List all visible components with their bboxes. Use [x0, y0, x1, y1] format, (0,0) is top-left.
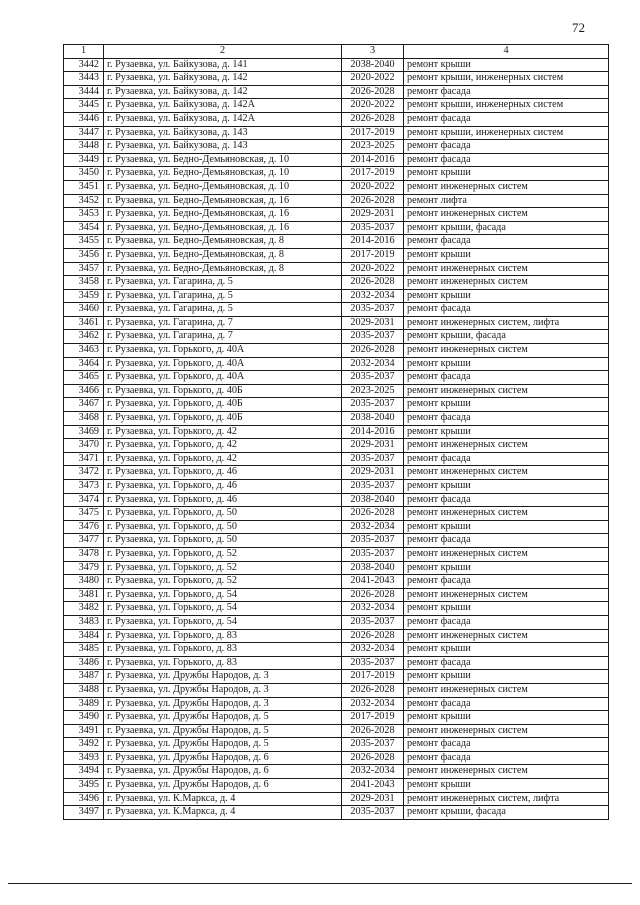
address-cell: г. Рузаевка, ул. Байкузова, д. 142А — [104, 112, 342, 126]
period-cell: 2026-2028 — [342, 85, 404, 99]
period-cell: 2032-2034 — [342, 357, 404, 371]
table-row — [64, 371, 609, 385]
address-cell: г. Рузаевка, ул. Бедно-Демьяновская, д. 16 — [104, 221, 342, 235]
table-row — [64, 58, 609, 72]
work-type-cell: ремонт инженерных систем — [404, 180, 609, 194]
row-number-cell: 3485 — [64, 643, 104, 657]
row-number-cell: 3492 — [64, 738, 104, 752]
address-cell: г. Рузаевка, ул. Дружбы Народов, д. 5 — [104, 738, 342, 752]
column-header-4: 4 — [404, 45, 609, 59]
address-cell: г. Рузаевка, ул. Горького, д. 52 — [104, 547, 342, 561]
table-row — [64, 765, 609, 779]
work-type-cell: ремонт крыши — [404, 398, 609, 412]
work-type-cell: ремонт фасада — [404, 140, 609, 154]
work-type-cell: ремонт инженерных систем — [404, 262, 609, 276]
address-cell: г. Рузаевка, ул. Горького, д. 50 — [104, 534, 342, 548]
period-cell: 2026-2028 — [342, 507, 404, 521]
address-cell: г. Рузаевка, ул. Бедно-Демьяновская, д. 10 — [104, 180, 342, 194]
address-cell: г. Рузаевка, ул. Гагарина, д. 7 — [104, 330, 342, 344]
table-row — [64, 384, 609, 398]
table-row — [64, 466, 609, 480]
row-number-cell: 3456 — [64, 248, 104, 262]
row-number-cell: 3469 — [64, 425, 104, 439]
work-type-cell: ремонт крыши, инженерных систем — [404, 72, 609, 86]
address-cell: г. Рузаевка, ул. Байкузова, д. 141 — [104, 58, 342, 72]
address-cell: г. Рузаевка, ул. Дружбы Народов, д. 6 — [104, 751, 342, 765]
row-number-cell: 3463 — [64, 344, 104, 358]
row-number-cell: 3448 — [64, 140, 104, 154]
row-number-cell: 3460 — [64, 303, 104, 317]
address-cell: г. Рузаевка, ул. Горького, д. 52 — [104, 575, 342, 589]
row-number-cell: 3452 — [64, 194, 104, 208]
address-cell: г. Рузаевка, ул. Горького, д. 46 — [104, 480, 342, 494]
period-cell: 2029-2031 — [342, 208, 404, 222]
address-cell: г. Рузаевка, ул. Дружбы Народов, д. 6 — [104, 779, 342, 793]
period-cell: 2035-2037 — [342, 534, 404, 548]
row-number-cell: 3484 — [64, 629, 104, 643]
work-type-cell: ремонт крыши — [404, 670, 609, 684]
address-cell: г. Рузаевка, ул. Дружбы Народов, д. 5 — [104, 711, 342, 725]
period-cell: 2032-2034 — [342, 289, 404, 303]
row-number-cell: 3497 — [64, 806, 104, 820]
table-row — [64, 425, 609, 439]
address-cell: г. Рузаевка, ул. Горького, д. 52 — [104, 561, 342, 575]
work-type-cell: ремонт инженерных систем — [404, 629, 609, 643]
table-row — [64, 738, 609, 752]
table-row — [64, 724, 609, 738]
period-cell: 2029-2031 — [342, 439, 404, 453]
row-number-cell: 3461 — [64, 316, 104, 330]
work-type-cell: ремонт фасада — [404, 738, 609, 752]
address-cell: г. Рузаевка, ул. Горького, д. 40А — [104, 371, 342, 385]
row-number-cell: 3474 — [64, 493, 104, 507]
address-cell: г. Рузаевка, ул. Байкузова, д. 143 — [104, 126, 342, 140]
period-cell: 2020-2022 — [342, 72, 404, 86]
table-row — [64, 85, 609, 99]
table-row — [64, 235, 609, 249]
table-row — [64, 303, 609, 317]
period-cell: 2035-2037 — [342, 656, 404, 670]
table-row — [64, 194, 609, 208]
work-type-cell: ремонт крыши — [404, 480, 609, 494]
table-row — [64, 153, 609, 167]
table-row — [64, 779, 609, 793]
table-row — [64, 670, 609, 684]
work-type-cell: ремонт фасада — [404, 493, 609, 507]
row-number-cell: 3449 — [64, 153, 104, 167]
address-cell: г. Рузаевка, ул. Бедно-Демьяновская, д. 8 — [104, 235, 342, 249]
row-number-cell: 3451 — [64, 180, 104, 194]
work-type-cell: ремонт фасада — [404, 303, 609, 317]
table-row — [64, 344, 609, 358]
address-cell: г. Рузаевка, ул. Дружбы Народов, д. 3 — [104, 683, 342, 697]
row-number-cell: 3445 — [64, 99, 104, 113]
row-number-cell: 3479 — [64, 561, 104, 575]
table-row — [64, 615, 609, 629]
address-cell: г. Рузаевка, ул. Дружбы Народов, д. 5 — [104, 724, 342, 738]
table-row — [64, 561, 609, 575]
period-cell: 2032-2034 — [342, 602, 404, 616]
row-number-cell: 3490 — [64, 711, 104, 725]
footer-divider — [8, 883, 632, 884]
period-cell: 2026-2028 — [342, 629, 404, 643]
row-number-cell: 3477 — [64, 534, 104, 548]
period-cell: 2020-2022 — [342, 180, 404, 194]
table-row — [64, 357, 609, 371]
column-header-3: 3 — [342, 45, 404, 59]
address-cell: г. Рузаевка, ул. Гагарина, д. 5 — [104, 303, 342, 317]
work-type-cell: ремонт инженерных систем — [404, 466, 609, 480]
address-cell: г. Рузаевка, ул. Горького, д. 54 — [104, 615, 342, 629]
period-cell: 2026-2028 — [342, 751, 404, 765]
work-type-cell: ремонт крыши, фасада — [404, 330, 609, 344]
table-row — [64, 262, 609, 276]
period-cell: 2029-2031 — [342, 792, 404, 806]
table-row — [64, 806, 609, 820]
address-cell: г. Рузаевка, ул. Горького, д. 83 — [104, 656, 342, 670]
address-cell: г. Рузаевка, ул. Бедно-Демьяновская, д. 8 — [104, 262, 342, 276]
table-row — [64, 289, 609, 303]
table-row — [64, 697, 609, 711]
period-cell: 2035-2037 — [342, 547, 404, 561]
work-type-cell: ремонт крыши — [404, 357, 609, 371]
table-row — [64, 221, 609, 235]
address-cell: г. Рузаевка, ул. Гагарина, д. 5 — [104, 289, 342, 303]
period-cell: 2020-2022 — [342, 262, 404, 276]
table-row — [64, 493, 609, 507]
address-cell: г. Рузаевка, ул. Горького, д. 50 — [104, 520, 342, 534]
period-cell: 2026-2028 — [342, 194, 404, 208]
period-cell: 2035-2037 — [342, 738, 404, 752]
period-cell: 2035-2037 — [342, 330, 404, 344]
period-cell: 2035-2037 — [342, 480, 404, 494]
work-type-cell: ремонт крыши, фасада — [404, 221, 609, 235]
address-cell: г. Рузаевка, ул. Горького, д. 46 — [104, 466, 342, 480]
address-cell: г. Рузаевка, ул. Горького, д. 83 — [104, 643, 342, 657]
period-cell: 2035-2037 — [342, 615, 404, 629]
row-number-cell: 3464 — [64, 357, 104, 371]
table-row — [64, 643, 609, 657]
address-cell: г. Рузаевка, ул. Горького, д. 40А — [104, 344, 342, 358]
address-cell: г. Рузаевка, ул. Байкузова, д. 142 — [104, 72, 342, 86]
address-cell: г. Рузаевка, ул. Бедно-Демьяновская, д. 10 — [104, 167, 342, 181]
address-cell: г. Рузаевка, ул. Горького, д. 42 — [104, 439, 342, 453]
repair-schedule-table — [63, 44, 609, 820]
work-type-cell: ремонт фасада — [404, 153, 609, 167]
work-type-cell: ремонт фасада — [404, 751, 609, 765]
period-cell: 2041-2043 — [342, 779, 404, 793]
period-cell: 2014-2016 — [342, 153, 404, 167]
table-row — [64, 520, 609, 534]
period-cell: 2023-2025 — [342, 384, 404, 398]
period-cell: 2014-2016 — [342, 235, 404, 249]
row-number-cell: 3466 — [64, 384, 104, 398]
row-number-cell: 3489 — [64, 697, 104, 711]
table-row — [64, 140, 609, 154]
period-cell: 2026-2028 — [342, 112, 404, 126]
work-type-cell: ремонт лифта — [404, 194, 609, 208]
table-row — [64, 480, 609, 494]
table-row — [64, 629, 609, 643]
address-cell: г. Рузаевка, ул. Горького, д. 54 — [104, 602, 342, 616]
period-cell: 2038-2040 — [342, 412, 404, 426]
work-type-cell: ремонт крыши — [404, 561, 609, 575]
work-type-cell: ремонт инженерных систем — [404, 724, 609, 738]
row-number-cell: 3472 — [64, 466, 104, 480]
work-type-cell: ремонт инженерных систем — [404, 683, 609, 697]
row-number-cell: 3455 — [64, 235, 104, 249]
table-row — [64, 330, 609, 344]
work-type-cell: ремонт фасада — [404, 697, 609, 711]
work-type-cell: ремонт фасада — [404, 615, 609, 629]
row-number-cell: 3447 — [64, 126, 104, 140]
table-row — [64, 534, 609, 548]
address-cell: г. Рузаевка, ул. Горького, д. 83 — [104, 629, 342, 643]
row-number-cell: 3483 — [64, 615, 104, 629]
period-cell: 2017-2019 — [342, 248, 404, 262]
address-cell: г. Рузаевка, ул. Байкузова, д. 142А — [104, 99, 342, 113]
work-type-cell: ремонт инженерных систем, лифта — [404, 316, 609, 330]
row-number-cell: 3491 — [64, 724, 104, 738]
work-type-cell: ремонт фасада — [404, 235, 609, 249]
column-header-2: 2 — [104, 45, 342, 59]
work-type-cell: ремонт фасада — [404, 534, 609, 548]
work-type-cell: ремонт инженерных систем — [404, 507, 609, 521]
work-type-cell: ремонт инженерных систем, лифта — [404, 792, 609, 806]
period-cell: 2041-2043 — [342, 575, 404, 589]
work-type-cell: ремонт крыши — [404, 58, 609, 72]
period-cell: 2038-2040 — [342, 561, 404, 575]
work-type-cell: ремонт инженерных систем — [404, 439, 609, 453]
work-type-cell: ремонт инженерных систем — [404, 344, 609, 358]
address-cell: г. Рузаевка, ул. Дружбы Народов, д. 3 — [104, 697, 342, 711]
work-type-cell: ремонт крыши — [404, 289, 609, 303]
work-type-cell: ремонт крыши — [404, 425, 609, 439]
page-number: 72 — [572, 20, 585, 35]
address-cell: г. Рузаевка, ул. Бедно-Демьяновская, д. 8 — [104, 248, 342, 262]
row-number-cell: 3486 — [64, 656, 104, 670]
work-type-cell: ремонт крыши — [404, 167, 609, 181]
work-type-cell: ремонт фасада — [404, 112, 609, 126]
period-cell: 2029-2031 — [342, 466, 404, 480]
period-cell: 2026-2028 — [342, 588, 404, 602]
table-row — [64, 452, 609, 466]
work-type-cell: ремонт крыши — [404, 643, 609, 657]
row-number-cell: 3488 — [64, 683, 104, 697]
row-number-cell: 3465 — [64, 371, 104, 385]
table-row — [64, 547, 609, 561]
row-number-cell: 3444 — [64, 85, 104, 99]
period-cell: 2038-2040 — [342, 58, 404, 72]
table-row — [64, 126, 609, 140]
row-number-cell: 3459 — [64, 289, 104, 303]
period-cell: 2029-2031 — [342, 316, 404, 330]
work-type-cell: ремонт крыши — [404, 779, 609, 793]
address-cell: г. Рузаевка, ул. Горького, д. 40Б — [104, 384, 342, 398]
period-cell: 2026-2028 — [342, 344, 404, 358]
address-cell: г. Рузаевка, ул. Бедно-Демьяновская, д. 10 — [104, 153, 342, 167]
table-row — [64, 398, 609, 412]
row-number-cell: 3453 — [64, 208, 104, 222]
row-number-cell: 3442 — [64, 58, 104, 72]
work-type-cell: ремонт крыши — [404, 602, 609, 616]
row-number-cell: 3446 — [64, 112, 104, 126]
address-cell: г. Рузаевка, ул. Горького, д. 40А — [104, 357, 342, 371]
table-row — [64, 180, 609, 194]
work-type-cell: ремонт инженерных систем — [404, 276, 609, 290]
column-header-1: 1 — [64, 45, 104, 59]
period-cell: 2026-2028 — [342, 276, 404, 290]
period-cell: 2032-2034 — [342, 697, 404, 711]
table-header-row — [64, 45, 609, 59]
address-cell: г. Рузаевка, ул. Горького, д. 50 — [104, 507, 342, 521]
period-cell: 2026-2028 — [342, 683, 404, 697]
address-cell: г. Рузаевка, ул. К.Маркса, д. 4 — [104, 792, 342, 806]
table-row — [64, 602, 609, 616]
table-row — [64, 167, 609, 181]
table-row — [64, 248, 609, 262]
work-type-cell: ремонт фасада — [404, 452, 609, 466]
work-type-cell: ремонт фасада — [404, 656, 609, 670]
table-row — [64, 588, 609, 602]
period-cell: 2035-2037 — [342, 806, 404, 820]
period-cell: 2017-2019 — [342, 670, 404, 684]
address-cell: г. Рузаевка, ул. Бедно-Демьяновская, д. 16 — [104, 194, 342, 208]
table-row — [64, 792, 609, 806]
period-cell: 2032-2034 — [342, 765, 404, 779]
work-type-cell: ремонт фасада — [404, 85, 609, 99]
row-number-cell: 3482 — [64, 602, 104, 616]
table-body — [64, 58, 609, 819]
work-type-cell: ремонт крыши, инженерных систем — [404, 126, 609, 140]
address-cell: г. Рузаевка, ул. Горького, д. 54 — [104, 588, 342, 602]
period-cell: 2035-2037 — [342, 303, 404, 317]
period-cell: 2035-2037 — [342, 398, 404, 412]
work-type-cell: ремонт фасада — [404, 412, 609, 426]
row-number-cell: 3478 — [64, 547, 104, 561]
work-type-cell: ремонт фасада — [404, 575, 609, 589]
period-cell: 2020-2022 — [342, 99, 404, 113]
table-row — [64, 439, 609, 453]
row-number-cell: 3495 — [64, 779, 104, 793]
row-number-cell: 3443 — [64, 72, 104, 86]
table-row — [64, 683, 609, 697]
period-cell: 2017-2019 — [342, 126, 404, 140]
row-number-cell: 3487 — [64, 670, 104, 684]
row-number-cell: 3496 — [64, 792, 104, 806]
work-type-cell: ремонт инженерных систем — [404, 765, 609, 779]
table-row — [64, 507, 609, 521]
work-type-cell: ремонт крыши, фасада — [404, 806, 609, 820]
row-number-cell: 3473 — [64, 480, 104, 494]
table-row — [64, 112, 609, 126]
address-cell: г. Рузаевка, ул. Байкузова, д. 142 — [104, 85, 342, 99]
address-cell: г. Рузаевка, ул. Горького, д. 42 — [104, 452, 342, 466]
table-row — [64, 316, 609, 330]
work-type-cell: ремонт инженерных систем — [404, 547, 609, 561]
row-number-cell: 3458 — [64, 276, 104, 290]
row-number-cell: 3475 — [64, 507, 104, 521]
address-cell: г. Рузаевка, ул. Горького, д. 40Б — [104, 412, 342, 426]
address-cell: г. Рузаевка, ул. Горького, д. 42 — [104, 425, 342, 439]
row-number-cell: 3462 — [64, 330, 104, 344]
address-cell: г. Рузаевка, ул. Бедно-Демьяновская, д. 16 — [104, 208, 342, 222]
address-cell: г. Рузаевка, ул. Горького, д. 46 — [104, 493, 342, 507]
period-cell: 2017-2019 — [342, 711, 404, 725]
row-number-cell: 3494 — [64, 765, 104, 779]
work-type-cell: ремонт инженерных систем — [404, 208, 609, 222]
period-cell: 2032-2034 — [342, 520, 404, 534]
row-number-cell: 3493 — [64, 751, 104, 765]
address-cell: г. Рузаевка, ул. К.Маркса, д. 4 — [104, 806, 342, 820]
row-number-cell: 3476 — [64, 520, 104, 534]
work-type-cell: ремонт крыши, инженерных систем — [404, 99, 609, 113]
table-row — [64, 72, 609, 86]
address-cell: г. Рузаевка, ул. Гагарина, д. 7 — [104, 316, 342, 330]
work-type-cell: ремонт инженерных систем — [404, 588, 609, 602]
address-cell: г. Рузаевка, ул. Байкузова, д. 143 — [104, 140, 342, 154]
row-number-cell: 3471 — [64, 452, 104, 466]
period-cell: 2017-2019 — [342, 167, 404, 181]
row-number-cell: 3454 — [64, 221, 104, 235]
address-cell: г. Рузаевка, ул. Дружбы Народов, д. 3 — [104, 670, 342, 684]
period-cell: 2023-2025 — [342, 140, 404, 154]
work-type-cell: ремонт крыши — [404, 711, 609, 725]
period-cell: 2032-2034 — [342, 643, 404, 657]
row-number-cell: 3468 — [64, 412, 104, 426]
address-cell: г. Рузаевка, ул. Гагарина, д. 5 — [104, 276, 342, 290]
row-number-cell: 3480 — [64, 575, 104, 589]
row-number-cell: 3470 — [64, 439, 104, 453]
work-type-cell: ремонт инженерных систем — [404, 384, 609, 398]
table-row — [64, 276, 609, 290]
work-type-cell: ремонт крыши — [404, 520, 609, 534]
period-cell: 2035-2037 — [342, 221, 404, 235]
period-cell: 2038-2040 — [342, 493, 404, 507]
period-cell: 2026-2028 — [342, 724, 404, 738]
row-number-cell: 3481 — [64, 588, 104, 602]
table-row — [64, 575, 609, 589]
work-type-cell: ремонт фасада — [404, 371, 609, 385]
work-type-cell: ремонт крыши — [404, 248, 609, 262]
table-row — [64, 208, 609, 222]
table-row — [64, 99, 609, 113]
period-cell: 2035-2037 — [342, 452, 404, 466]
row-number-cell: 3457 — [64, 262, 104, 276]
table-row — [64, 656, 609, 670]
period-cell: 2035-2037 — [342, 371, 404, 385]
period-cell: 2014-2016 — [342, 425, 404, 439]
table-row — [64, 412, 609, 426]
address-cell: г. Рузаевка, ул. Горького, д. 40Б — [104, 398, 342, 412]
table-row — [64, 751, 609, 765]
row-number-cell: 3450 — [64, 167, 104, 181]
row-number-cell: 3467 — [64, 398, 104, 412]
table-row — [64, 711, 609, 725]
address-cell: г. Рузаевка, ул. Дружбы Народов, д. 6 — [104, 765, 342, 779]
